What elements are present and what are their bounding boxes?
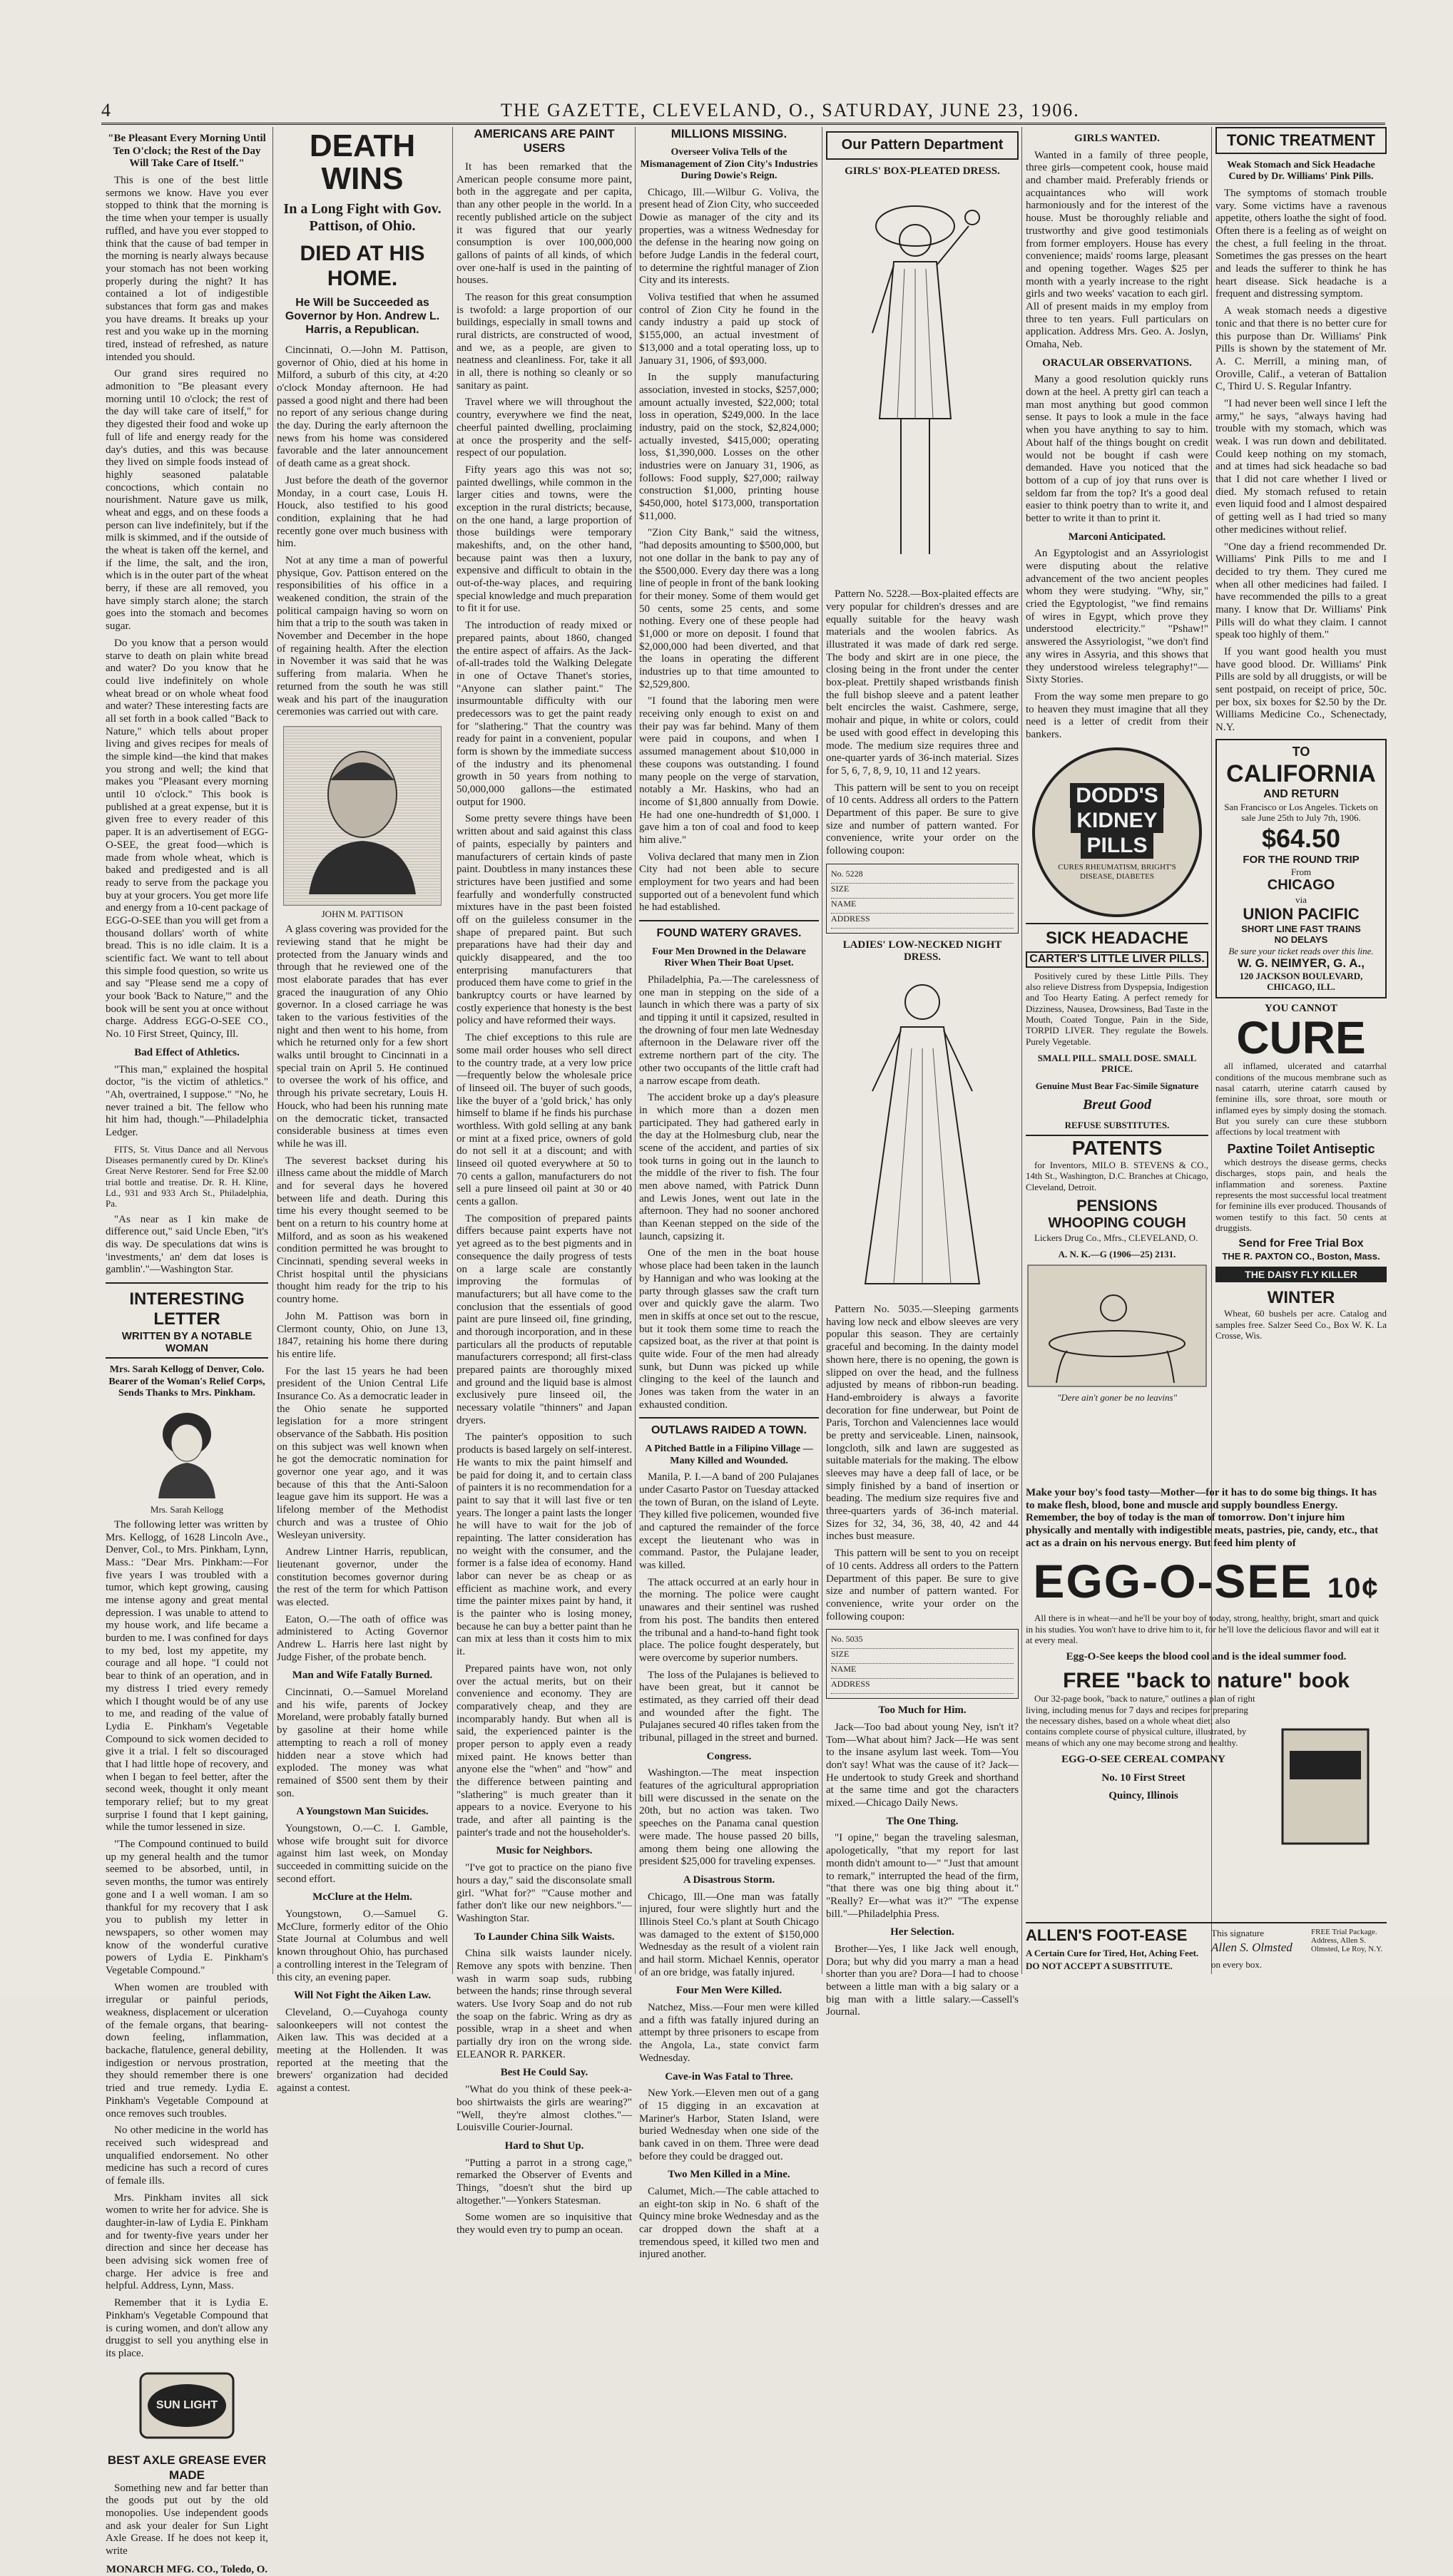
- article-body: Some pretty severe things have been written about and said against this class of paints, especially by painters and manufacturers of certain kinds of paste paint. Doubtless in many instances these strictures have been justified and some fearfully and wonderfully constructed mixtures have in the past been foisted off on the guileless consumer in the shape of prepared paint. But such preparations have had their day and quickly disappeared, and the too enterprising manufacturers that produced them have come to grief in the bankruptcy courts or have learned by costly experience that honesty is the best policy and have reformed their ways.: [457, 813, 632, 1027]
- article-body: Voliva declared that many men in Zion City had not been able to secure employment for two years and had been supported out of a benevolent fund which he had established.: [639, 851, 819, 914]
- pattern-note: This pattern will be sent to you on receipt of 10 cents. Address all orders to the Pattern Department of this paper. Be sure to give size and number of pattern wanted. For convenience, write your order on the following coupon:: [826, 782, 1019, 857]
- pattern-note: This pattern will be sent to you on receipt of 10 cents. Address all orders to the Pattern Department of this paper. Be sure to give size and number of pattern wanted. For convenience, write your order on the following coupon:: [826, 1548, 1019, 1622]
- carters-refuse: REFUSE SUBSTITUTES.: [1064, 1119, 1170, 1130]
- article-title: McClure at the Helm.: [312, 1891, 412, 1903]
- article-body: Some women are so inquisitive that they would even try to pump an ocean.: [457, 2212, 632, 2237]
- rate-heading: CALIFORNIA: [1226, 760, 1376, 788]
- deck: Overseer Voliva Tells of the Mismanagement of Zion City's Industries During Dowie's Reign.: [640, 147, 818, 182]
- cure-body: all inflamed, ulcerated and catarrhal conditions of the mucous membrane such as nasal catarrh, uterine catarrh caused by feminine ills, sore throat, sore mouth or inflamed eyes by simply dosing the stomach. But you surely can cure these stubborn affections by local treatment with: [1215, 1060, 1387, 1138]
- article-body: The loss of the Pulajanes is believed to have been great, but it cannot be estimated, as they carried off their dead and wounded after the fight. The Pulajanes secured 40 rifles taken from the tribunal, pillaged in the street and burned.: [639, 1669, 819, 1744]
- divider: [639, 920, 819, 921]
- whooping-heading: WHOOPING COUGH: [1048, 1215, 1186, 1231]
- article-body: A glass covering was provided for the reviewing stand that he might be protected from the January winds and through that he reviewed one of the most elaborate parades that has ever graced the inauguration of any Ohio governor. In a closed carriage he was taken to the various festivities of the night and then went to his home, from which he returned only for a few short walks until brought to Cincinnati in a special train on April 5. He continued to oversee the work of his office, and through his private secretary, Louis H. Houck, who had been his running mate on the democratic ticket, transacted considerable business at times even while he was ill.: [277, 924, 448, 1150]
- article-body: Jack—Too bad about young Ney, isn't it? Tom—What about him? Jack—He was sent to the insane asylum last week. Tom—You don't say! What was the cause of it? Jack—He undertook to study Greek and shorthand at the same time and got the characters mixed.—Chicago Daily News.: [826, 1721, 1019, 1809]
- coupon-address[interactable]: ADDRESS: [831, 1679, 1014, 1694]
- article-body: Youngstown, O.—C. I. Gamble, whose wife brought suit for divorce against him last week, on Monday succeeded in committing suicide on the second effort.: [277, 1822, 448, 1885]
- article-body: Fifty years ago this was not so; painted dwellings, while common in the larger cities and towns, were the exception in the rural districts; because, on the one hand, a large proportion of those buildings were temporary makeshifts, and, on the other hand, because paint was then a luxury, expensive and difficult to obtain in the out-of-the-way places, and requiring special knowledge and much preparation to fit it for use.: [457, 464, 632, 615]
- girl-dress-illustration: [844, 183, 1001, 583]
- column-7: [1215, 127, 1387, 1482]
- headline: MILLIONS MISSING.: [671, 127, 787, 140]
- letter-body: "The Compound continued to build up my general health and the tumor seemed to be absorbed, until, in seven months, the tumor was entirely gone and I a well woman. I am so thankful for my recovery that I ask you to publish my letter in newspapers, so other women may know of the wonderful curative powers of Lydia E. Pinkham's Vegetable Compound.": [106, 1839, 268, 1976]
- deck: A Pitched Battle in a Filipino Village —Many Killed and Wounded.: [645, 1443, 813, 1466]
- ad-heading: TONIC TREATMENT: [1215, 127, 1387, 154]
- article-body: New York.—Eleven men out of a gang of 15 digging in an excavation at Mariner's Harbor, Staten Island, were buried Wednesday when one side of the bank caved in on them. Three were dead before they could be dragged out.: [639, 2087, 819, 2162]
- winter-heading: WINTER: [1267, 1288, 1335, 1308]
- eggosee-brand: [1026, 1554, 1387, 1610]
- article-body: The composition of prepared paints differs because paint experts have not yet agreed as to the best pigments and in consequence the daily progress of tests on a large scale are constantly improving the formulas of manufacturers; but all have come to the conclusion that the essentials of good paint are pure linseed oil, fine grinding, and thorough incorporation, and in these particulars all the products of reputable manufacturers correspond; all first-class prepared paints are thoroughly mixed and ground and the liquid base is almost exclusively pure linseed oil, the necessary volatile "thinners" and Japan dryers.: [457, 1212, 632, 1426]
- cure-body: which destroys the disease germs, checks discharges, stops pain, and heals the inflammation and soreness. Paxtine represents the most successful local treatment for feminine ills ever produced. Thousands of women testify to this fact. 50 cents at druggists.: [1215, 1157, 1387, 1233]
- letter-subheading: WRITTEN BY A NOTABLE WOMAN: [106, 1330, 268, 1359]
- eggosee-copy: Make your boy's food tasty—Mother—for it has to do some big things. It has to make flesh, blood, bone and muscle and supply boundless Energy. Remember, the boy of today is the man of tomorrow. Don't injure him physically and mentally with indigestible meats, pastries, pie, candy, etc., that act as a drain on his nervous energy. But feed him plenty of: [1026, 1487, 1379, 1549]
- article-title: The One Thing.: [886, 1815, 959, 1827]
- dodds-brand: PILLS: [1081, 833, 1153, 858]
- column-rule: [635, 127, 636, 1974]
- article-body: "I've got to practice on the piano five hours a day," said the disconsolate small girl. "What for?" "'Cause mother and father don't like our new neighbors."—Washington Star.: [457, 1862, 632, 1924]
- rate-via: via: [1295, 894, 1307, 905]
- article-body: From the way some men prepare to go to heaven they must imagine that all they need is a letter of credit from their bankers.: [1026, 690, 1208, 740]
- letter-body: Mrs. Pinkham invites all sick women to write her for advice. She is daughter-in-law of Lydia E. Pinkham and for twenty-five years under her direction and since her decease has been advising sick women free of charge. Her advice is free and helpful. Address, Lynn, Mass.: [106, 2192, 268, 2292]
- rate-inquire: Be sure your ticket reads over this line.: [1228, 945, 1374, 956]
- article-body: An Egyptologist and an Assyriologist were disputing about the relative advancement of the two ancient peoples whom they were studying. "Why, sir," cried the Egyptologist, "we find remains of wires in Egypt, which prove they understood electricity." "Pshaw!" answered the Assyriologist, "we don't find any wires in Assyria, and this shows that they understood wireless telegraphy!"—Sixty Stories.: [1026, 548, 1208, 686]
- article-body: For the last 15 years he had been president of the Union Central Life Insurance Co. As a democratic leader in the Ohio senate he supported legislation for a more stringent observance of the Sabbath. His position on this subject was well known when he got the democratic nomination for governor one year ago, and it was because of this that the Anti-Saloon league gave him its support. He was a lifelong member of the Methodist church and was a trustee of Ohio Wesleyan university.: [277, 1365, 448, 1541]
- article-body: Brother—Yes, I like Jack well enough, Dora; but why did you marry a man a head shorter than you are? Dora—I had to choose between a little man with a big salary or a big man with a little salary.—Cassell's Journal.: [826, 1943, 1019, 2018]
- article-body: Wanted in a family of three people, three girls—competent cook, house maid and chamber maid. Preferably friends or acquaintances who will work harmoniously and for the interest of the house. Must be thoroughly reliable and trustworthy and give good testimonials from former employers. House has every convenience; maids' rooms large, pleasant and opening together. Wages $25 per month with a yearly increase to the right girls and two weeks' vacation to each girl. All of present maids in my employ from three to ten years. Full particulars on application. Address Mrs. Geo. A. Joslyn, Omaha, Neb.: [1026, 149, 1208, 350]
- kellogg-portrait: [148, 1406, 226, 1498]
- article-body: Just before the death of the governor Monday, in a court case, Louis H. Houck, also testified to his good condition, explaining that he had recently gone over much business with him.: [277, 474, 448, 550]
- page-number: 4: [101, 100, 112, 121]
- article-body: Many a good resolution quickly runs down at the heel. A pretty girl can teach a man most anything but good common sense. It pays to look a mule in the face when you have anything to say to him. About half of the things bought on credit would not be bought if cash were demanded. Have you noticed that the bottom of a cup of joy that runs over is seldom far from the top? It's a good deal easier to think poetry than to write it, and better to write it than to print it.: [1026, 374, 1208, 524]
- headline: AMERICANS ARE PAINT USERS: [474, 127, 615, 155]
- eggosee-city: Quincy, Illinois: [1108, 1790, 1178, 1802]
- rate-agent: W. G. NEIMYER, G. A.,: [1238, 956, 1365, 971]
- article-title: Will Not Fight the Aiken Law.: [293, 1990, 432, 2002]
- article-title: Hard to Shut Up.: [504, 2140, 584, 2152]
- axle-heading: BEST AXLE GREASE EVER MADE: [107, 2453, 267, 2482]
- article-title: Bad Effect of Athletics.: [134, 1046, 240, 1058]
- order-coupon[interactable]: [826, 864, 1019, 934]
- rate-to: TO: [1292, 744, 1310, 759]
- article-body: It has been remarked that the American people consume more paint, both in the aggregate and per capita, than any other people in the world. In a recently published article on the subject it was figured that our yearly consumption is over 100,000,000 gallons of paints of all kinds, of which over one-half is used in the painting of houses.: [457, 161, 632, 287]
- deck: He Will be Succeeded as Governor by Hon. Andrew L. Harris, a Republican.: [285, 297, 440, 337]
- headline: FOUND WATERY GRAVES.: [656, 927, 802, 940]
- article-body: Do you know that a person would starve to death on plain white bread and water? Do you know that he could live indefinitely on whole wheat bread or on whole wheat food and water? These interesting facts are all set forth in a book called "Back to Nature," which tells about proper living and gives recipes for meals of the simple kind—the kind that makes you strong and well; the kind that makes you "Pleasant every morning until 10 o'clock." This book is published at a great expense, but it is given free to every reader of this paper. It is an advertisement of EGG-O-SEE, the great food—which is made from whole wheat, which is baked and predigested and is all ready to serve from the package you buy at your grocers. You get more life and energy from a 10-cent package of EGG-O-SEE than you will get from a thousand dollars' worth of white bread. This is no idle claim. It is a scientific fact. We want to tell about this simple food question, so write us and say "Please send me a copy of your book 'Back to Nature,'" and the book will be sent you at once without charge. Address EGG-O-SEE CO., No. 10 First Street, Quincy, Ill.: [106, 637, 268, 1041]
- rate-city: CHICAGO: [1267, 877, 1335, 894]
- article-body: This is one of the best little sermons we know. Have you ever stopped to think that the morning is the time when your temper is usually ruffled, and have you ever stopped to think that the cause of bad temper in the morning is nearly always because your stomach has not been working properly during the night? It has contained a lot of indigestible substances that form gas and makes you have dreams. It breaks up your rest and you wake up in the morning tired, instead of refreshed, as nature intended you should.: [106, 175, 268, 363]
- article-body: The symptoms of stomach trouble vary. Some victims have a ravenous appetite, others loathe the sight of food. Often there is a feeling as of weight on the chest, a full feeling in the throat. Sometimes the gas presses on the heart and leads the sufferer to think he has heart disease. Sick headache is a frequent and distressing symptom.: [1215, 187, 1387, 300]
- article-body: Not at any time a man of powerful physique, Gov. Pattison entered on the responsibilities of his office in a weakened condition, the strain of the political campaign having so worn on him that a trip to the south was taken in November and December in the hope of regaining health. After the election in November it was said that he was suffering from malaria. When he returned from the south he was still weak and his part of the inauguration ceremonies was carried out with care.: [277, 554, 448, 718]
- paper-title: THE GAZETTE, CLEVELAND, O., SATURDAY, JUNE 23, 1906.: [501, 100, 1080, 121]
- article-body: Natchez, Miss.—Four men were killed and a fifth was fatally injured during an attempt by three prisoners to escape from the Angola, La., state convict farm Wednesday.: [639, 2002, 819, 2064]
- eggosee-company: EGG-O-SEE CEREAL COMPANY: [1061, 1754, 1225, 1766]
- carters-brand: CARTER'S LITTLE LIVER PILLS.: [1026, 951, 1208, 968]
- allens-sig-label: This signature: [1211, 1928, 1265, 1938]
- article-body: John M. Pattison was born in Clermont county, Ohio, on June 13, 1847, retaining his home there during his entire life.: [277, 1310, 448, 1360]
- column-3: [457, 127, 632, 2237]
- cure-brand: Paxtine Toilet Antiseptic: [1227, 1141, 1375, 1156]
- letter-body: Remember that it is Lydia E. Pinkham's Vegetable Compound that is curing women, and don't allow any druggist to sell you anything else in its place.: [106, 2297, 268, 2359]
- article-body: Cleveland, O.—Cuyahoga county saloonkeepers will not contest the Aiken law. This was decided at a meeting at the Hollenden. It was reported at the meeting that the brewers' organization had decided against a contest.: [277, 2006, 448, 2095]
- article-title: ORACULAR OBSERVATIONS.: [1042, 357, 1192, 369]
- free-book-body: Our 32-page book, "back to nature," outlines a plan of right living, including menus for 7 days and recipes for preparing the necessary dishes, based on a whole wheat diet; also contains complete course of physical culture, illustrated, by means of which any one may become strong and healthy.: [1026, 1693, 1255, 1748]
- rate-price: $64.50: [1261, 823, 1341, 853]
- column-4: [639, 127, 819, 2261]
- article-body: Chicago, Ill.—One man was fatally injured, four were slightly hurt and the Illinois Steel Co.'s plant at South Chicago was damaged to the extent of $150,000 Wednesday as the result of a violent rain and hail storm. Michael Kennis, operator of an ore bridge, was fatally injured.: [639, 1891, 819, 1978]
- portrait-caption: Mrs. Sarah Kellogg: [150, 1503, 224, 1515]
- article-body: Washington.—The meat inspection features of the agricultural appropriation bill were discussed in the senate on the 20th, but no action was taken. Two speeches on the Panama canal question were made. The house passed 20 bills, among them being one allowing the president $25,000 for traveling expenses.: [639, 1767, 819, 1868]
- article-body: Cincinnati, O.—Samuel Moreland and his wife, parents of Jockey Moreland, were probably fatally burned by gasoline at their home while attempting to reach a roll of money hidden near a stove which had exploded. The money was what remained of $500 sent them by their son.: [277, 1687, 448, 1799]
- article-body: If you want good health you must have good blood. Dr. Williams' Pink Pills are sold by all druggists, or will be sent postpaid, on receipt of price, 50c. per box, six boxes for $2.50 by the Dr. Williams Medicine Co., Schenectady, N.Y.: [1215, 646, 1387, 734]
- pensions-heading: PENSIONS: [1076, 1197, 1158, 1215]
- night-dress-illustration: [844, 970, 1001, 1298]
- article-body: In the supply manufacturing association, invested in stocks, $257,000; amount actually invested, $22,000; total loss in operation, $249,000. In the lace industry, paid on the stock, $2,824,000; actually invested, $415,000; operating loss, $1,390,000. Losses on the other industries were on January 31, 1906, as follows: Food supply, $27,000; railway construction $1,000, printing house $450,000, hotel $173,000, transportation $11,000.: [639, 372, 819, 522]
- dodds-ring-text: CURES RHEUMATISM, BRIGHT'S DISEASE, DIABETES: [1058, 862, 1176, 881]
- eggosee-price: 10¢: [1327, 1573, 1380, 1605]
- article-title: Music for Neighbors.: [496, 1845, 593, 1857]
- masthead: [101, 98, 1385, 125]
- pattern-department-box: Our Pattern Department: [826, 131, 1019, 160]
- pattern-body: Pattern No. 5228.—Box-plaited effects are very popular for children's dresses and are equally suitable for the heavy wash materials and the woolen fabrics. As illustrated it was made of dark red serge. The body and skirt are in one piece, the closing being in the front under the center box-pleat. Prettily shaped wristbands finish the full bishop sleeve and a patent leather belt encircles the waist. Cashmere, serge, mohair and pique, in white or colors, could be used with good effect in developing this mode. The medium size requires three and one-quarter yards of 36-inch material. Sizes for 5, 6, 7, 8, 9, 10, 11 and 12 years.: [826, 588, 1019, 777]
- coupon-size[interactable]: SIZE: [831, 1649, 1014, 1664]
- headline: OUTLAWS RAIDED A TOWN.: [651, 1424, 807, 1437]
- letter-heading: INTERESTING LETTER: [129, 1289, 245, 1329]
- article-body: Travel where we will throughout the country, everywhere we find the neat, cheerful painted dwelling, proclaiming at once the prosperity and the self-respect of our population.: [457, 397, 632, 459]
- carters-small: SMALL PILL. SMALL DOSE. SMALL PRICE.: [1037, 1053, 1197, 1075]
- article-title: "Be Pleasant Every Morning Until Ten O'clock; the Rest of the Day Will Take Care of Itself.": [108, 133, 266, 170]
- rate-railroad: UNION PACIFIC: [1243, 905, 1360, 924]
- article-title: Marconi Anticipated.: [1068, 531, 1166, 543]
- allens-every: on every box.: [1211, 1959, 1263, 1970]
- can-label: SUN LIGHT: [156, 2398, 218, 2411]
- column-rule: [452, 127, 453, 1974]
- column-rule: [1021, 127, 1022, 1974]
- article-body: The accident broke up a day's pleasure in which more than a dozen men participated. They had gathered early in the day at the Holmesburg club, near the scene of the accident, and parties of six took turns in going out in the launch to the middle of the river to fish. The four men above named, with Patrick Dunn and Lewis Jones, went out late in the afternoon. They had no sooner anchored than Keenan stepped on the side of the launch, capsizing it.: [639, 1092, 819, 1242]
- article-body: "What do you think of these peek-a-boo shirtwaists the girls are wearing?" "Well, they're almost clothes."—Louisville Courier-Journal.: [457, 2084, 632, 2134]
- quip: "As near as I kin make de difference out," said Uncle Eben, "it's dis way. De speculations dat wins is 'investments,' an' dem dat loses is gamblin'."—Washington Star.: [106, 1213, 268, 1276]
- eggosee-brand-name: EGG-O-SEE: [1033, 1555, 1313, 1608]
- letter-body: When women are troubled with irregular or painful periods, weakness, displacement or ulceration of the female organs, that bearing-down feeling, inflammation, backache, flatulence, general debility, indigestion or nervous prostration, they should remember there is one tried and true remedy. Lydia E. Pinkham's Vegetable Compound at once removes such troubles.: [106, 1981, 268, 2120]
- article-body: "I had never been well since I left the army," he says, "always having had trouble with my stomach, which was weak. I was run down and debilitated. Could keep nothing on my stomach, and at times had sick headache so bad that I did not care whether I lived or died. My stomach refused to retain even liquid food and I almost despaired of getting well as I had tried so many other medicines without relief.: [1215, 397, 1387, 536]
- article-body: Our grand sires required no admonition to "Be pleasant every morning until 10 o'clock; the rest of the day will take care of itself," for they digested their food and woke up full of life and energy ready for the day's duties, and this was because they lived on simple foods instead of highly seasoned palatable concoctions, which contain no nourishment. Nature gave us milk, wheat and eggs, and on these foods a person can live indefinitely, but if the milk is skimmed, and if the outside of the wheat is taken off the kernel, and if the lime, the salt, and the iron, which is in the outer part of the wheat berry, if these are all removed, you have simply starch alone; the starch goes into the stomach and becomes sugar.: [106, 368, 268, 633]
- allens-warning: DO NOT ACCEPT A SUBSTITUTE.: [1026, 1961, 1173, 1971]
- whooping-body: Lickers Drug Co., Mfrs., CLEVELAND, O.: [1034, 1232, 1198, 1243]
- coupon-number: No. 5035: [831, 1634, 1014, 1649]
- article-body: "Putting a parrot in a strong cage," remarked the Observer of Events and Things, "doesn't shut the bird up altogether."—Yonkers Statesman.: [457, 2157, 632, 2207]
- coupon-address[interactable]: ADDRESS: [831, 914, 1014, 929]
- flykiller-heading: THE DAISY FLY KILLER: [1215, 1267, 1387, 1283]
- allens-free: FREE Trial Package. Address, Allen S. Olmsted, Le Roy, N.Y.: [1311, 1928, 1383, 1953]
- letter-body: The following letter was written by Mrs. Kellogg, of 1628 Lincoln Ave., Denver, Col., to Mrs. Pinkham, Lynn, Mass.: "Dear Mrs. Pinkham:—For five years I was troubled with a tumor, which kept growing, causing me intense agony and great mental depression. I was unable to attend to my house work, and life became a burden to me. I was confined for days to my bed, lost my appetite, my courage and all hope. "I could not bear to think of an operation, and in my distress I tried every remedy which I thought would be of any use to me, and reading of the value of Lydia E. Pinkham's Vegetable Compound to sick women decided to give it a trial. I felt so discouraged that I had little hope of recovery, and when I began to feel better, after the second week, thought it only meant temporary relief; but to my great surprise I found that I kept gaining, while the tumor lessened in size.: [106, 1518, 268, 1834]
- eggosee-tagline: Egg-O-See keeps the blood cool and is the ideal summer food.: [1066, 1651, 1347, 1663]
- article-body: Calumet, Mich.—The cable attached to an eight-ton skip in No. 6 shaft of the Quincy mine broke Wednesday and as the car dropped down the shaft at a tremendous speed, it killed two men and injured another.: [639, 2186, 819, 2261]
- divider: [639, 1417, 819, 1419]
- article-body: The introduction of ready mixed or prepared paints, about 1860, changed the entire aspect of affairs. As the Jack-of-all-trades told the Walking Delegate in one of Octave Thanet's stories, "Anyone can slather paint." The insurmountable difficulty with our predecessors was to get the paint ready for "slathering." That the country was ready for paint in a convenient, popular form is shown by the immediate success of the industry and its phenomenal growth in 50 years from nothing to 50,000,000 gallons—the estimated output for 1900.: [457, 620, 632, 808]
- rate-dates: San Francisco or Los Angeles. Tickets on sale June 25th to July 7th, 1906.: [1224, 802, 1378, 824]
- article-body: Philadelphia, Pa.—The carelessness of one man in stepping on the side of a launch in which there was a party of six and tipping it until it capsized, resulted in the drowning of four men late Wednesday afternoon in the Delaware river off the extreme northern part of the city. The other two occupants of the little craft had a narrow escape from death.: [639, 974, 819, 1087]
- article-title: Her Selection.: [890, 1926, 954, 1938]
- fits-ad: FITS, St. Vitus Dance and all Nervous Diseases permanently cured by Dr. Kline's Great Nerve Restorer. Send for Free $2.00 trial bottle and treatise. Dr. R. H. Kline, Ld., 931 and 933 Arch St., Philadelphia, Pa.: [106, 1143, 268, 1210]
- illustration-caption: "Dere ain't goner be no leavins": [1056, 1392, 1178, 1404]
- article-body: "This man," explained the hospital doctor, "is the victim of athletics." "Ah, overtrained, I suppose." "No, he never trained a bit. The fellow who hit him had, though."—Philadelphia Ledger.: [106, 1063, 268, 1138]
- pattison-portrait: [283, 726, 442, 906]
- subheadline: In a Long Fight with Gov. Pattison, of Ohio.: [283, 201, 442, 234]
- dodds-brand: KIDNEY: [1071, 808, 1163, 833]
- subheadline: DIED AT HIS HOME.: [300, 241, 425, 290]
- portrait-icon: [302, 737, 423, 894]
- cure-company: THE R. PAXTON CO., Boston, Mass.: [1222, 1251, 1380, 1262]
- eggosee-address: No. 10 First Street: [1101, 1772, 1186, 1784]
- deck: Four Men Drowned in the Delaware River When Their Boat Upset.: [652, 946, 806, 969]
- article-body: "One day a friend recommended Dr. Williams' Pink Pills to me and I decided to try them. They cured me when all other medicines had failed. I have recommended the pills to a great many. I know that Dr. Williams' Pink Pills will do what they claim. I cannot speak too highly of them.": [1215, 541, 1387, 641]
- rate-sub: FOR THE ROUND TRIP: [1243, 854, 1360, 867]
- pattern-title: GIRLS' BOX-PLEATED DRESS.: [845, 165, 1000, 177]
- deck: Weak Stomach and Sick Headache Cured by Dr. Williams' Pink Pills.: [1227, 159, 1375, 183]
- allens-foot-ease-ad: [1026, 1922, 1387, 1980]
- rate-from: From: [1290, 866, 1312, 877]
- article-body: One of the men in the boat house whose place had been taken in the launch by Hannigan and who was looking at the party through glasses saw the craft turn over and quickly gave the alarm. Two men in skiffs at once set out to the rescue, but it took them some time to reach the capsized boat, as the river at that point is quite wide. Four of the men had already sunk, but Dunn was picked up while clinging to the keel of the launch and Jones was taken from the water in an exhausted condition.: [639, 1247, 819, 1411]
- carters-body: Positively cured by these Little Pills. They also relieve Distress from Dyspepsia, Indigestion and Too Hearty Eating. A perfect remedy for Dizziness, Nausea, Drowsiness, Bad Taste in the Mouth, Coated Tongue, Pain in the Side, TORPID LIVER. They regulate the Bowels. Purely Vegetable.: [1026, 970, 1208, 1047]
- rate-return: AND RETURN: [1263, 788, 1339, 801]
- article-body: Youngstown, O.—Samuel G. McClure, formerly editor of the Ohio State Journal at Columbus and well known throughout Ohio, has purchased a controlling interest in the Telegram of this city, an evening paper.: [277, 1908, 448, 1983]
- cure-word: CURE: [1236, 1012, 1366, 1064]
- article-body: Manila, P. I.—A band of 200 Pulajanes under Casarto Pastor on Tuesday attacked the town of Buran, on the island of Leyte. They killed five policemen, wounded five and captured the remainder of the force except the lieutenant who was in command. Pastor, the Pulajane leader, was killed.: [639, 1471, 819, 1572]
- article-body: "I found that the laboring men were receiving only enough to exist on and their pay was far behind. Many of them were paid in coupons, and when I assumed management about $10,000 in these coupons was outstanding. I found many people on the verge of starvation, notably a Mr. Haskins, who had an income of $1,800 annually from Dowie. He had one one-hundredth of $1,000. I gave him a ton of coal and food to keep him alive.": [639, 695, 819, 846]
- free-book-heading: FREE "back to nature" book: [1063, 1668, 1350, 1692]
- article-title: GIRLS WANTED.: [1074, 133, 1160, 144]
- pattern-body: Pattern No. 5035.—Sleeping garments having low neck and elbow sleeves are very popular this season. They are certainly graceful and becoming. In the dainty model shown here, there is no opening, the gown is slipped on over the head, and the fullness adjusted by means of ribbon-run beading. Hand-embroidery is always a favorite decoration for fine underwear, but Point de Paris, Torchon and Valenciennes lace would be pretty and serviceable. Linen, nainsook, longcloth, silk and lawn are suggested as suitable materials for the making. The elbow sleeves may have a deep fall of lace, or be simply finished by a band of insertion or beading. The medium size requires five and three-quarters yards of 36-inch material. Sizes for 32, 34, 36, 38, 40, 42 and 44 inches bust measure.: [826, 1304, 1019, 1543]
- eggosee-small: All there is in wheat—and he'll be your boy of today, strong, healthy, bright, smart and quick in his studies. You won't have to drive him to it, for he'll love the delicious flavor and will eat it at every meal.: [1026, 1612, 1380, 1645]
- dodds-kidney-pills-ad: [1032, 747, 1202, 917]
- article-body: The reason for this great consumption is twofold: a large proportion of our buildings, especially in small towns and rural districts, are constructed of wood, and we, as a people, are given to neatness and cleanliness. For, take it all in all, there is nothing so cleanly or so sanitary as paint.: [457, 291, 632, 392]
- article-body: The attack occurred at an early hour in the morning. The police were caught unawares and their sentinel was rushed from his post. The bandits then entered the tribunal and a hand-to-hand fight took place. The police fought desperately, but were overcome by superior numbers.: [639, 1576, 819, 1664]
- rate-nodelays: NO DELAYS: [1274, 934, 1328, 946]
- allens-heading: ALLEN'S FOOT-EASE: [1026, 1926, 1188, 1944]
- ank-line: A. N. K.—G (1906—25) 2131.: [1058, 1248, 1176, 1259]
- ad-heading: SICK HEADACHE: [1026, 923, 1208, 949]
- cure-trial: Send for Free Trial Box: [1238, 1237, 1364, 1250]
- article-body: Cincinnati, O.—John M. Pattison, governor of Ohio, died at his home in Milford, a suburb of this city, at 4:20 o'clock Monday afternoon. He had passed a good night and there had been no report of any serious change during the day. During the early afternoon the news from his home was considered favorable and the later announcement of death came as a great shock.: [277, 344, 448, 470]
- article-title: A Disastrous Storm.: [683, 1874, 775, 1886]
- dodds-brand: DODD'S: [1070, 783, 1163, 808]
- letter-body: No other medicine in the world has received such widespread and unqualified endorsement. No other medicine has such a record of cures of female ills.: [106, 2125, 268, 2187]
- article-title: Man and Wife Fatally Burned.: [292, 1670, 433, 1682]
- patents-body: for Inventors, MILO B. STEVENS & CO., 14th St., Washington, D.C. Branches at Chicago, Cleveland, Detroit.: [1026, 1160, 1208, 1192]
- article-body: The painter's opposition to such products is based largely on self-interest. He wants to mix the paint himself and be paid for doing it, and to certain class of painters it is no recommendation for a paint to say that it will last five or ten years. The longer a paint lasts the longer he will have to wait for the job of repainting. The latter consideration has no weight with the consumer, and the former is a false idea of economy. Hand labor can never be as cheap or as efficient as machine work, and every time the painter mixes paint by hand, it is the painter who is losing money, because he can buy a better paint than he can mix at less than it costs him to mix it.: [457, 1431, 632, 1658]
- winter-body: Wheat, 60 bushels per acre. Catalog and samples free. Salzer Seed Co., Box W. K. La Crosse, Wis.: [1215, 1308, 1387, 1341]
- portrait-caption: JOHN M. PATTISON: [321, 908, 404, 919]
- article-body: Chicago, Ill.—Wilbur G. Voliva, the present head of Zion City, who succeeded Dowie as manager of the city and its properties, was a witness Wednesday for the defense in the hearing now going on before Judge Landis in the federal court, to determine the rightful manager of Zion City and its interests.: [639, 186, 819, 287]
- column-1: [106, 127, 268, 2575]
- allens-body: A Certain Cure for Tired, Hot, Aching Feet.: [1026, 1948, 1199, 1958]
- article-body: "Zion City Bank," said the witness, "had deposits amounting to $500,000, but not one dollar in the bank to pay any of the $500,000. Every day there was a long line of people in front of the bank looking for their money. Some of them would get 50 cents, some 25 cents, and some nothing. Every one of these people had $1,000 or more on deposit. I found that $2,000,000 had been diverted, and that the loans in operating the different industries up to that time amounted to $2,529,800.: [639, 527, 819, 690]
- carters-signature: Breut Good: [1082, 1097, 1152, 1113]
- divider: [106, 1282, 268, 1284]
- eggosee-package-icon: [1275, 1722, 1375, 1851]
- axle-body: Something new and far better than the goods put out by the old monopolies. Use independent goods and ask your dealer for Sun Light Axle Grease. If he does not keep it, write: [106, 2482, 268, 2557]
- rate-short: SHORT LINE FAST TRAINS: [1241, 924, 1361, 935]
- coupon-size[interactable]: SIZE: [831, 884, 1014, 899]
- coupon-name[interactable]: NAME: [831, 899, 1014, 914]
- allens-signature: Allen S. Olmsted: [1211, 1941, 1293, 1954]
- article-body: Prepared paints have won, not only over the actual merits, but on their convenience and economy. They are comparatively cheap, and they are incomparably handy. But when all is said, the experienced painter is the proper person to apply even a ready mixed paint. He knows better than anyone else the "when" and "how" and the difference between painting and "slathering" is much greater than it appears to a novice. Everyone to his trade, and after all painting is the painter's trade and not the householder's.: [457, 1662, 632, 1839]
- article-title: Four Men Were Killed.: [675, 1985, 782, 1997]
- cure-top: YOU CANNOT: [1264, 1002, 1338, 1014]
- article-body: China silk waists launder nicely. Remove any spots with benzine. Then wash in warm soap suds, rubbing between the hands; rinse through several waters. Use Ivory Soap and do not rub the soap on the fabric. Wring as dry as possible, wrap in a sheet and when partially dry iron on the wrong side. ELEANOR R. PARKER.: [457, 1948, 632, 2060]
- column-2: [277, 127, 448, 2095]
- article-body: Eaton, O.—The oath of office was administered to Acting Governor Andrew L. Harris here last night by Judge Fisher, of the probate bench.: [277, 1613, 448, 1663]
- article-title: Congress.: [706, 1750, 752, 1762]
- headline: DEATH WINS: [309, 128, 416, 197]
- column-5: [826, 127, 1019, 2018]
- article-body: Andrew Lintner Harris, republican, lieutenant governor, under the constitution becomes governor during the rest of the term for which Pattison was elected.: [277, 1546, 448, 1608]
- column-rule: [272, 127, 273, 1974]
- article-body: The chief exceptions to this rule are some mail order houses who sell direct to the country trade, at a very low price—frequently below the wholesale price of linseed oil. The buyer of such goods, like the buyer of a 'gold brick,' has only himself to blame if he finds his purchase worthless. With gold selling at any bank or mint at a fixed price, owners of gold do not sell it at a discount; and with linseed oil quoted everywhere at 50 to 70 cents a gallon, manufacturers do not sell a pure linseed oil paint at 30 or 40 cents a gallon.: [457, 1032, 632, 1208]
- rate-address: 120 JACKSON BOULEVARD, CHICAGO, ILL.: [1239, 971, 1363, 993]
- pattern-title: LADIES' LOW-NECKED NIGHT DRESS.: [842, 939, 1002, 964]
- coupon-name[interactable]: NAME: [831, 1664, 1014, 1679]
- article-title: Cave-in Was Fatal to Three.: [665, 2070, 793, 2082]
- article-body: "I opine," began the traveling salesman, apologetically, "that my report for last month didn't amount to—" "Just that amount to remark," interrupted the head of the firm, "that there was one big thing about it." "Really? Er—what was it?" "The expense bill."—Philadelphia Press.: [826, 1832, 1019, 1920]
- article-body: A weak stomach needs a digestive tonic and that there is no better cure for this purpose than Dr. Williams' Pink Pills is shown by the statement of Mr. A. C. Merrill, a mining man, of Oroville, Calif., a veteran of Battalion C, Third U. S. Regular Infantry.: [1215, 305, 1387, 393]
- article-title: Too Much for Him.: [878, 1704, 967, 1717]
- order-coupon[interactable]: [826, 1629, 1019, 1699]
- article-body: The severest backset during his illness came about the middle of March and for several days he hovered between life and death. During this time his every thought seemed to be bent on a return to his country home at Milford, and as soon as his weakened condition permitted he was brought to Cincinnati, spending several weeks in Christ hospital until the physicians thought him ready for the trip to his country home.: [277, 1155, 448, 1306]
- article-title: A Youngstown Man Suicides.: [296, 1806, 429, 1818]
- article-body: Voliva testified that when he assumed control of Zion City he found in the candy industry a paid up stock of $155,000, an actual investment of $13,000 and a total operating loss, up to January 31, 1906, of $93,000.: [639, 292, 819, 367]
- letter-deck: Mrs. Sarah Kellogg of Denver, Colo. Bearer of the Woman's Relief Corps, Sends Thanks to Mrs. Pinkham.: [108, 1364, 265, 1399]
- article-title: Two Men Killed in a Mine.: [668, 2169, 790, 2181]
- eggosee-ad: [1026, 1487, 1387, 1979]
- article-title: Best He Could Say.: [500, 2067, 588, 2079]
- california-rate-ad: [1215, 739, 1387, 998]
- coupon-number: No. 5228: [831, 869, 1014, 884]
- article-title: To Launder China Silk Waists.: [474, 1931, 615, 1943]
- patents-heading: PATENTS: [1026, 1135, 1208, 1160]
- child-at-table-illustration: [1028, 1265, 1206, 1386]
- axle-company: MONARCH MFG. CO., Toledo, O.: [106, 2563, 268, 2575]
- carters-genuine: Genuine Must Bear Fac-Simile Signature: [1035, 1080, 1199, 1091]
